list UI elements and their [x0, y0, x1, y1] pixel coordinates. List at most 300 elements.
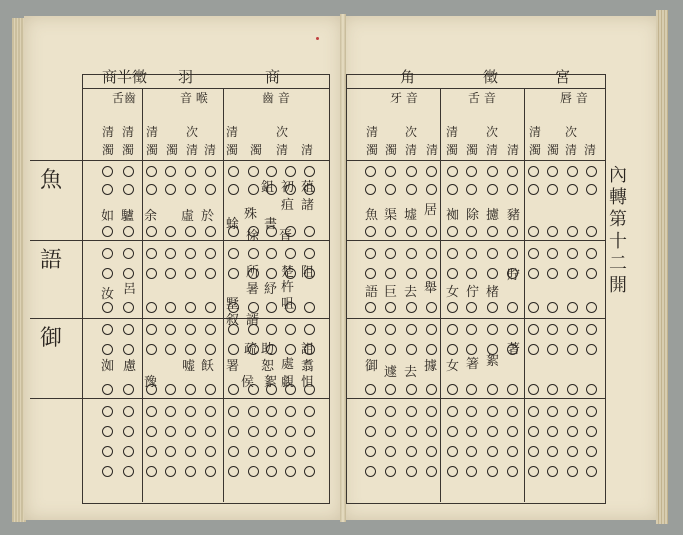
empty-circle-mark: [205, 268, 216, 279]
voicing-header: 清: [204, 143, 217, 157]
empty-circle-mark: [102, 466, 113, 477]
rhyme-character: 攄: [486, 208, 500, 223]
rhyme-character: 疏: [244, 342, 258, 357]
empty-circle-mark: [185, 324, 196, 335]
empty-circle-mark: [365, 384, 376, 395]
voicing-header: 清: [426, 143, 439, 157]
empty-circle-mark: [507, 166, 518, 177]
empty-circle-mark: [567, 248, 578, 259]
empty-circle-mark: [406, 184, 417, 195]
row-rule: [82, 318, 330, 319]
empty-circle-mark: [146, 184, 157, 195]
empty-circle-mark: [102, 268, 113, 279]
empty-circle-mark: [165, 406, 176, 417]
empty-circle-mark: [487, 184, 498, 195]
rhyme-character: 紓: [264, 282, 278, 297]
empty-circle-mark: [426, 466, 437, 477]
empty-circle-mark: [487, 406, 498, 417]
empty-circle-mark: [248, 466, 259, 477]
empty-circle-mark: [547, 324, 558, 335]
empty-circle-mark: [165, 466, 176, 477]
empty-circle-mark: [248, 406, 259, 417]
rhyme-character: 叙: [226, 313, 240, 328]
empty-circle-mark: [365, 302, 376, 313]
empty-circle-mark: [266, 166, 277, 177]
rhyme-character: 虛: [181, 209, 195, 224]
empty-circle-mark: [586, 226, 597, 237]
empty-circle-mark: [447, 344, 458, 355]
column-rule: [142, 88, 143, 502]
empty-circle-mark: [447, 268, 458, 279]
rhyme-character: 余: [144, 209, 158, 224]
empty-circle-mark: [248, 302, 259, 313]
empty-circle-mark: [365, 406, 376, 417]
empty-circle-mark: [185, 166, 196, 177]
empty-circle-mark: [185, 344, 196, 355]
column-rule: [440, 88, 441, 502]
empty-circle-mark: [466, 268, 477, 279]
sound-group-label: 舌 音: [468, 91, 496, 105]
row-rule: [82, 398, 330, 399]
empty-circle-mark: [266, 324, 277, 335]
empty-circle-mark: [248, 248, 259, 259]
empty-circle-mark: [365, 344, 376, 355]
empty-circle-mark: [185, 466, 196, 477]
empty-circle-mark: [466, 184, 477, 195]
empty-circle-mark: [146, 466, 157, 477]
empty-circle-mark: [567, 226, 578, 237]
empty-circle-mark: [146, 268, 157, 279]
empty-circle-mark: [123, 384, 134, 395]
empty-circle-mark: [365, 248, 376, 259]
empty-circle-mark: [567, 166, 578, 177]
row-rule: [346, 318, 606, 319]
rhyme-character: 驢: [121, 209, 135, 224]
tone-row-header: 御: [40, 326, 63, 351]
rhyme-character: 鉏: [261, 180, 275, 195]
empty-circle-mark: [447, 226, 458, 237]
column-rule: [223, 88, 224, 502]
empty-circle-mark: [586, 248, 597, 259]
empty-circle-mark: [586, 466, 597, 477]
empty-circle-mark: [205, 248, 216, 259]
empty-circle-mark: [567, 446, 578, 457]
empty-circle-mark: [385, 406, 396, 417]
empty-circle-mark: [165, 446, 176, 457]
empty-circle-mark: [205, 384, 216, 395]
voicing-header: 清: [366, 125, 379, 139]
empty-circle-mark: [185, 302, 196, 313]
rhyme-character: 署: [226, 359, 240, 374]
empty-circle-mark: [165, 166, 176, 177]
empty-circle-mark: [228, 268, 239, 279]
empty-circle-mark: [146, 406, 157, 417]
rhyme-character: 恕: [261, 359, 275, 374]
empty-circle-mark: [165, 384, 176, 395]
rhyme-character: 語: [365, 285, 379, 300]
voicing-header: 濁: [250, 143, 263, 157]
empty-circle-mark: [447, 446, 458, 457]
empty-circle-mark: [426, 226, 437, 237]
empty-circle-mark: [466, 226, 477, 237]
empty-circle-mark: [205, 184, 216, 195]
empty-circle-mark: [205, 426, 216, 437]
empty-circle-mark: [304, 406, 315, 417]
empty-circle-mark: [248, 446, 259, 457]
empty-circle-mark: [146, 446, 157, 457]
empty-circle-mark: [466, 406, 477, 417]
rhyme-character: 佇: [466, 285, 480, 300]
rhyme-character: 書: [264, 217, 278, 232]
empty-circle-mark: [385, 226, 396, 237]
rhyme-character: 舉: [424, 281, 438, 296]
empty-circle-mark: [185, 184, 196, 195]
rhyme-character: 墟: [404, 208, 418, 223]
empty-circle-mark: [304, 446, 315, 457]
empty-circle-mark: [547, 268, 558, 279]
voicing-header: 清: [584, 143, 597, 157]
empty-circle-mark: [304, 166, 315, 177]
empty-circle-mark: [146, 324, 157, 335]
rhyme-character: 絮: [486, 354, 500, 369]
empty-circle-mark: [567, 344, 578, 355]
empty-circle-mark: [146, 302, 157, 313]
rhyme-character: 怚: [301, 375, 315, 390]
voicing-header: 濁: [547, 143, 560, 157]
empty-circle-mark: [385, 248, 396, 259]
empty-circle-mark: [304, 302, 315, 313]
voicing-header: 濁: [366, 143, 379, 157]
empty-circle-mark: [146, 426, 157, 437]
empty-circle-mark: [285, 406, 296, 417]
empty-circle-mark: [365, 226, 376, 237]
rhyme-character: 咀: [281, 297, 295, 312]
empty-circle-mark: [586, 166, 597, 177]
empty-circle-mark: [365, 184, 376, 195]
empty-circle-mark: [185, 226, 196, 237]
empty-circle-mark: [547, 384, 558, 395]
empty-circle-mark: [165, 324, 176, 335]
rhyme-character: 助: [261, 342, 275, 357]
empty-circle-mark: [205, 324, 216, 335]
empty-circle-mark: [123, 324, 134, 335]
voicing-header: 濁: [385, 143, 398, 157]
rhyme-character: 豫: [144, 375, 158, 390]
empty-circle-mark: [406, 384, 417, 395]
voicing-header: 次: [405, 125, 418, 139]
empty-circle-mark: [487, 384, 498, 395]
empty-circle-mark: [123, 184, 134, 195]
empty-circle-mark: [165, 302, 176, 313]
empty-circle-mark: [102, 302, 113, 313]
empty-circle-mark: [123, 268, 134, 279]
empty-circle-mark: [228, 184, 239, 195]
empty-circle-mark: [385, 184, 396, 195]
empty-circle-mark: [426, 268, 437, 279]
empty-circle-mark: [205, 406, 216, 417]
empty-circle-mark: [266, 302, 277, 313]
empty-circle-mark: [205, 226, 216, 237]
voicing-header: 清: [405, 143, 418, 157]
empty-circle-mark: [547, 184, 558, 195]
sound-group-label: 音 喉: [180, 91, 208, 105]
empty-circle-mark: [528, 302, 539, 313]
rhyme-character: 絮: [264, 375, 278, 390]
empty-circle-mark: [528, 184, 539, 195]
rhyme-character: 汝: [101, 287, 115, 302]
empty-circle-mark: [304, 324, 315, 335]
empty-circle-mark: [285, 344, 296, 355]
empty-circle-mark: [567, 324, 578, 335]
empty-circle-mark: [507, 384, 518, 395]
empty-circle-mark: [406, 446, 417, 457]
rhyme-character: 魚: [365, 208, 379, 223]
empty-circle-mark: [487, 446, 498, 457]
empty-circle-mark: [547, 226, 558, 237]
empty-circle-mark: [466, 324, 477, 335]
voicing-header: 濁: [226, 143, 239, 157]
empty-circle-mark: [266, 426, 277, 437]
empty-circle-mark: [385, 466, 396, 477]
empty-circle-mark: [365, 166, 376, 177]
empty-circle-mark: [185, 446, 196, 457]
voicing-header: 濁: [466, 143, 479, 157]
ink-dot: [316, 37, 319, 40]
voicing-header: 清: [102, 125, 115, 139]
empty-circle-mark: [528, 384, 539, 395]
empty-circle-mark: [528, 466, 539, 477]
empty-circle-mark: [586, 426, 597, 437]
empty-circle-mark: [365, 426, 376, 437]
empty-circle-mark: [385, 384, 396, 395]
rhyme-character: 豬: [507, 208, 521, 223]
empty-circle-mark: [426, 426, 437, 437]
column-group-header: 商: [265, 68, 281, 86]
empty-circle-mark: [266, 406, 277, 417]
empty-circle-mark: [365, 446, 376, 457]
empty-circle-mark: [586, 302, 597, 313]
empty-circle-mark: [385, 446, 396, 457]
empty-circle-mark: [285, 446, 296, 457]
column-group-header: 宮: [555, 68, 571, 86]
rhyme-character: 所: [246, 265, 260, 280]
empty-circle-mark: [528, 166, 539, 177]
empty-circle-mark: [586, 406, 597, 417]
rhyme-character: 呂: [123, 282, 137, 297]
empty-circle-mark: [205, 166, 216, 177]
empty-circle-mark: [528, 248, 539, 259]
empty-circle-mark: [146, 248, 157, 259]
empty-circle-mark: [586, 344, 597, 355]
row-rule: [346, 88, 606, 89]
empty-circle-mark: [205, 446, 216, 457]
empty-circle-mark: [567, 406, 578, 417]
empty-circle-mark: [507, 184, 518, 195]
empty-circle-mark: [507, 248, 518, 259]
empty-circle-mark: [447, 302, 458, 313]
right-page-edge: [656, 10, 668, 524]
rhyme-character: 侯: [241, 375, 255, 390]
rhyme-character: 徐: [246, 229, 260, 244]
empty-circle-mark: [304, 226, 315, 237]
voicing-header: 清: [565, 143, 578, 157]
voicing-header: 清: [146, 125, 159, 139]
empty-circle-mark: [567, 384, 578, 395]
empty-circle-mark: [487, 426, 498, 437]
rhyme-character: 箸: [466, 357, 480, 372]
rhyme-character: 貯: [507, 268, 521, 283]
voicing-header: 清: [122, 125, 135, 139]
empty-circle-mark: [426, 446, 437, 457]
sound-group-label: 唇 音: [560, 91, 588, 105]
empty-circle-mark: [304, 466, 315, 477]
tone-row-header: 語: [40, 248, 63, 273]
empty-circle-mark: [102, 248, 113, 259]
empty-circle-mark: [285, 466, 296, 477]
empty-circle-mark: [146, 166, 157, 177]
rhyme-character: 胥: [279, 229, 293, 244]
rhyme-character: 阻: [301, 265, 315, 280]
rhyme-character: 遽: [384, 365, 398, 380]
empty-circle-mark: [547, 248, 558, 259]
empty-circle-mark: [528, 324, 539, 335]
empty-circle-mark: [165, 344, 176, 355]
empty-circle-mark: [507, 426, 518, 437]
empty-circle-mark: [205, 302, 216, 313]
row-rule: [82, 160, 330, 161]
empty-circle-mark: [123, 466, 134, 477]
empty-circle-mark: [365, 268, 376, 279]
empty-circle-mark: [406, 268, 417, 279]
rhyme-character: 於: [201, 209, 215, 224]
rhyme-character: 如: [101, 209, 115, 224]
column-group-header: 商半徵: [102, 68, 148, 86]
rhyme-character: 疽: [281, 198, 295, 213]
empty-circle-mark: [487, 226, 498, 237]
rhyme-character: 飫: [201, 359, 215, 374]
empty-circle-mark: [547, 302, 558, 313]
row-rule: [346, 240, 606, 241]
empty-circle-mark: [385, 302, 396, 313]
rhyme-character: 去: [404, 365, 418, 380]
empty-circle-mark: [365, 324, 376, 335]
empty-circle-mark: [406, 344, 417, 355]
empty-circle-mark: [528, 268, 539, 279]
empty-circle-mark: [426, 324, 437, 335]
rhyme-character: 慮: [123, 359, 137, 374]
empty-circle-mark: [547, 446, 558, 457]
empty-circle-mark: [102, 384, 113, 395]
rhyme-character: 覷: [281, 375, 295, 390]
voicing-header: 清: [507, 143, 520, 157]
empty-circle-mark: [507, 466, 518, 477]
empty-circle-mark: [586, 184, 597, 195]
rhyme-character: 除: [466, 208, 480, 223]
rhyme-character: 殊: [244, 207, 258, 222]
rhyme-character: 巨: [384, 285, 398, 300]
empty-circle-mark: [228, 344, 239, 355]
empty-circle-mark: [466, 166, 477, 177]
empty-circle-mark: [385, 344, 396, 355]
empty-circle-mark: [528, 406, 539, 417]
empty-circle-mark: [123, 446, 134, 457]
sound-group-label: 齒 音: [262, 91, 290, 105]
voicing-header: 濁: [102, 143, 115, 157]
voicing-header: 清: [446, 125, 459, 139]
empty-circle-mark: [586, 384, 597, 395]
empty-circle-mark: [228, 248, 239, 259]
empty-circle-mark: [385, 426, 396, 437]
empty-circle-mark: [248, 426, 259, 437]
sound-group-label: 舌齒: [112, 91, 137, 105]
empty-circle-mark: [385, 268, 396, 279]
column-group-header: 角: [400, 68, 416, 86]
empty-circle-mark: [146, 226, 157, 237]
rhyme-character: 袽: [446, 208, 460, 223]
empty-circle-mark: [165, 184, 176, 195]
empty-circle-mark: [447, 406, 458, 417]
empty-circle-mark: [185, 406, 196, 417]
voicing-header: 濁: [446, 143, 459, 157]
chart-title: 內轉第十二開: [606, 165, 627, 297]
empty-circle-mark: [567, 466, 578, 477]
row-rule: [30, 240, 82, 241]
row-rule: [82, 240, 330, 241]
empty-circle-mark: [466, 426, 477, 437]
empty-circle-mark: [426, 166, 437, 177]
empty-circle-mark: [466, 446, 477, 457]
voicing-header: 濁: [122, 143, 135, 157]
row-rule: [82, 88, 330, 89]
rhyme-character: 著: [507, 342, 521, 357]
empty-circle-mark: [165, 426, 176, 437]
empty-circle-mark: [406, 248, 417, 259]
empty-circle-mark: [528, 446, 539, 457]
empty-circle-mark: [102, 344, 113, 355]
empty-circle-mark: [487, 324, 498, 335]
voicing-header: 濁: [166, 143, 179, 157]
empty-circle-mark: [426, 302, 437, 313]
empty-circle-mark: [466, 384, 477, 395]
empty-circle-mark: [547, 344, 558, 355]
voicing-header: 清: [186, 143, 199, 157]
voicing-header: 次: [186, 125, 199, 139]
empty-circle-mark: [507, 302, 518, 313]
empty-circle-mark: [266, 248, 277, 259]
empty-circle-mark: [385, 324, 396, 335]
voicing-header: 清: [529, 125, 542, 139]
empty-circle-mark: [487, 248, 498, 259]
empty-circle-mark: [248, 166, 259, 177]
empty-circle-mark: [102, 226, 113, 237]
empty-circle-mark: [228, 446, 239, 457]
empty-circle-mark: [285, 166, 296, 177]
empty-circle-mark: [528, 344, 539, 355]
empty-circle-mark: [466, 344, 477, 355]
empty-circle-mark: [507, 446, 518, 457]
empty-circle-mark: [385, 166, 396, 177]
rhyme-character: 翥: [301, 359, 315, 374]
empty-circle-mark: [586, 268, 597, 279]
row-rule: [30, 318, 82, 319]
empty-circle-mark: [123, 426, 134, 437]
empty-circle-mark: [547, 166, 558, 177]
rhyme-character: 楮: [486, 285, 500, 300]
empty-circle-mark: [487, 268, 498, 279]
empty-circle-mark: [123, 166, 134, 177]
rhyme-character: 初: [281, 180, 295, 195]
empty-circle-mark: [123, 302, 134, 313]
